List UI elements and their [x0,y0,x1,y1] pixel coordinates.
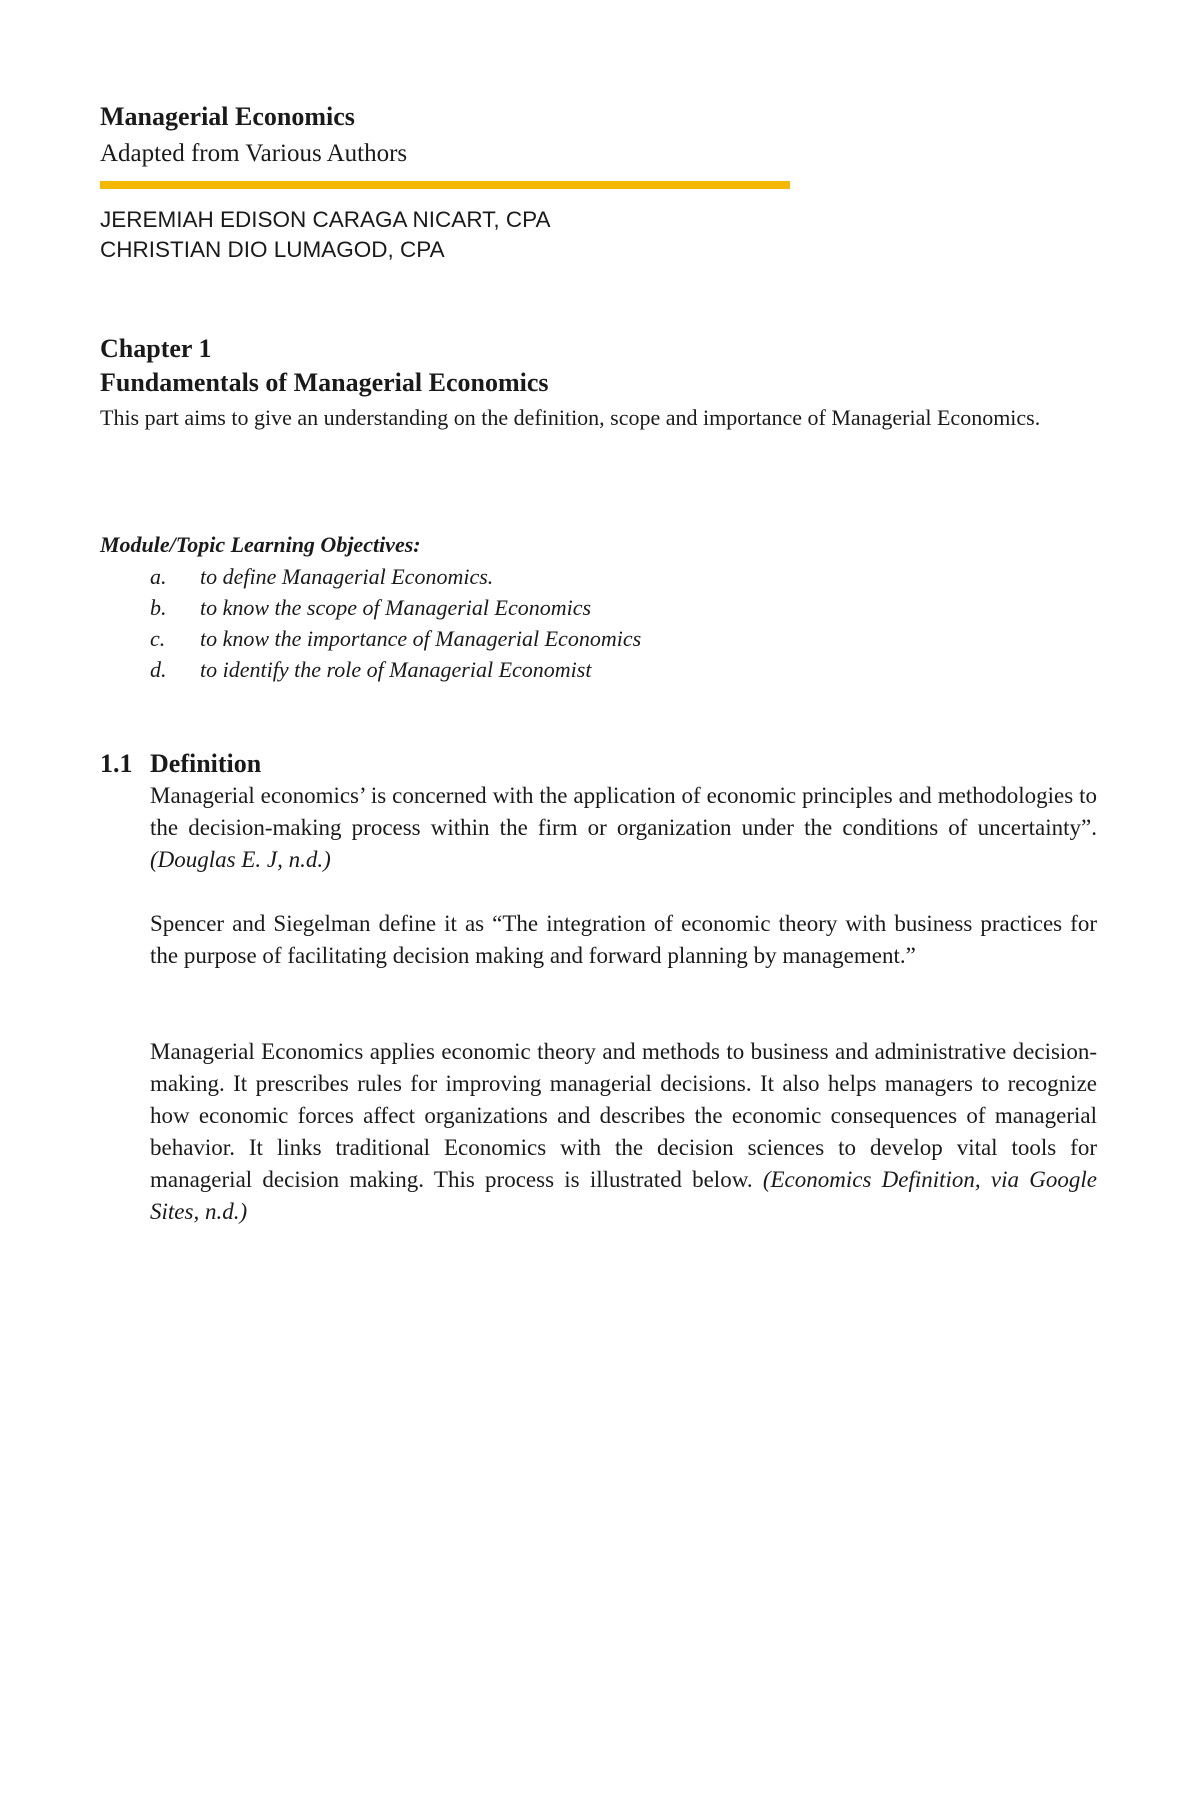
objective-marker: b. [150,595,167,620]
objectives-heading: Module/Topic Learning Objectives: [100,532,421,557]
objective-marker: c. [150,626,166,651]
objective-text: to know the scope of Managerial Economics [200,595,592,620]
paragraph-text: Spencer and Siegelman define it as “The integration of economic theory with business practices for the purpose of facilitating decision making and forward planning by management.” [150,911,1097,968]
paragraph-text: Managerial Economics applies economic theory and methods to business and administrative decision-making. It prescribes rules for improving managerial decisions. It also helps managers to recognize how economic forces affect organizations and describes the economic consequences of managerial behavior. It links traditional Economics with the decision sciences to develop vital tools for managerial decision making. This process is illustrated below. [150,1039,1097,1192]
citation: (Douglas E. J, n.d.) [150,847,331,872]
author-list [100,205,551,265]
chapter-title: Fundamentals of Managerial Economics [100,368,549,397]
author-name: CHRISTIAN DIO LUMAGOD, CPA [100,237,445,262]
objective-marker: a. [150,564,167,589]
section-heading [100,748,261,780]
chapter-intro: This part aims to give an understanding on the definition, scope and importance of Managerial Economics. [100,405,1041,430]
chapter-label: Chapter 1 [100,334,212,363]
objective-item [100,561,641,592]
objective-marker: d. [150,657,167,682]
definition-paragraph [150,780,1097,876]
document-subtitle: Adapted from Various Authors [100,140,408,167]
author-name: JEREMIAH EDISON CARAGA NICART, CPA [100,207,551,232]
objective-text: to identify the role of Managerial Economist [200,657,592,682]
objectives-list [100,561,641,685]
objective-item [100,592,641,623]
paragraph-text: Managerial economics’ is concerned with the application of economic principles and methodologies to the decision-making process within the firm or organization under the conditions of uncertainty”. [150,783,1097,840]
objective-text: to define Managerial Economics. [200,564,494,589]
section-title: Definition [150,749,262,778]
objective-item [100,654,641,685]
section-number: 1.1 [100,749,133,778]
accent-divider [100,181,790,189]
document-title: Managerial Economics [100,102,355,131]
definition-paragraph [150,1036,1097,1228]
definition-paragraph [150,908,1097,972]
citation: (Economics Definition, via Google Sites, n.d.) [150,1167,1097,1224]
objective-text: to know the importance of Managerial Economics [200,626,642,651]
objective-item [100,623,641,654]
